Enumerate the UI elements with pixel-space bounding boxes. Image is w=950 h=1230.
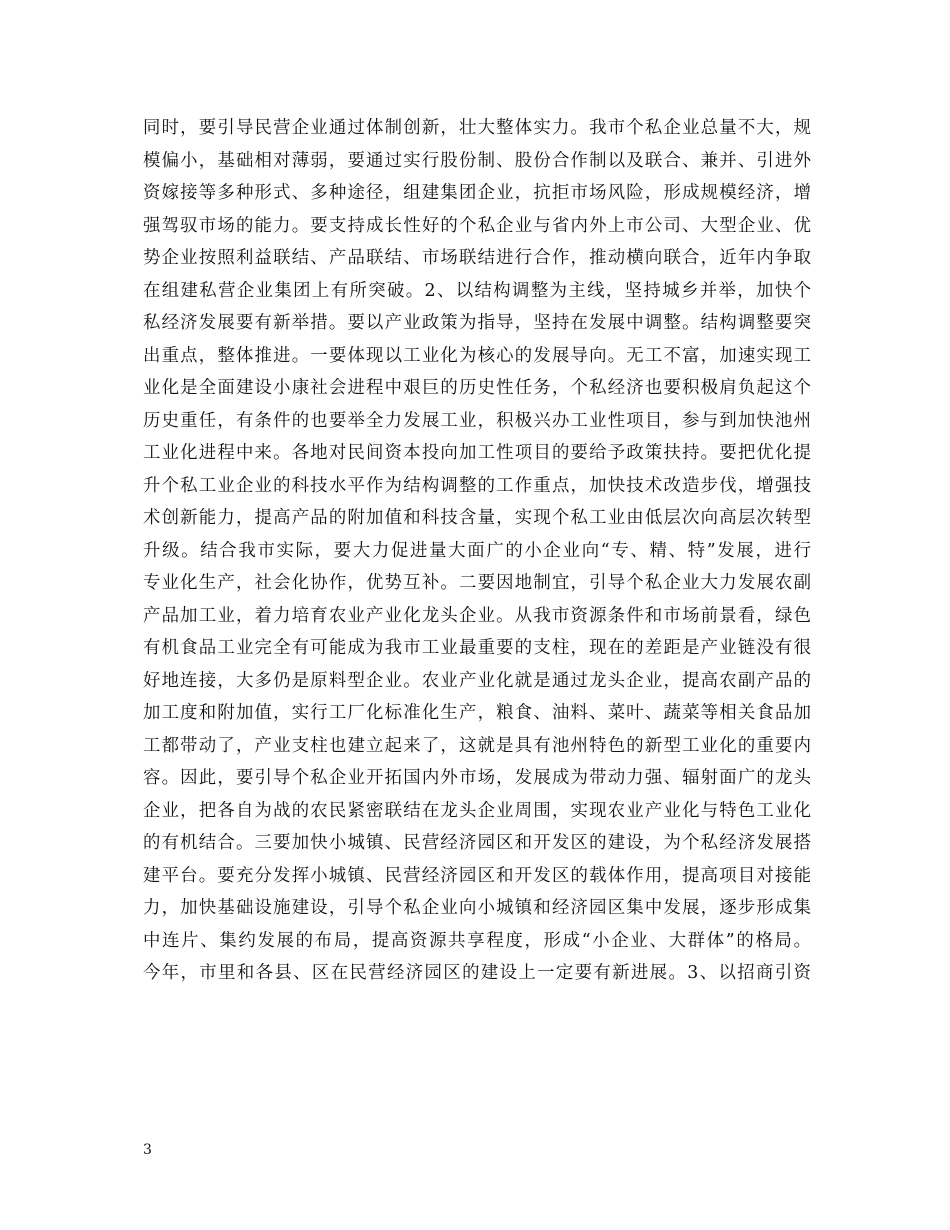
text-line: 工都带动了，产业支柱也建立起来了，这就是具有池州特色的新型工业化的重要内 bbox=[143, 735, 811, 756]
text-line: 产品加工业，着力培育农业产业化龙头企业。从我市资源条件和市场前景看，绿色 bbox=[143, 605, 811, 626]
text-line: 好地连接，大多仍是原料型企业。农业产业化就是通过龙头企业，提高农副产品的 bbox=[143, 670, 811, 691]
text-line: 升个私工业企业的科技水平作为结构调整的工作重点，加快技术改造步伐，增强技 bbox=[143, 475, 811, 496]
text-line: 有机食品工业完全有可能成为我市工业最重要的支柱，现在的差距是产业链没有很 bbox=[143, 638, 811, 658]
text-line: 的有机结合。三要加快小城镇、民营经济园区和开发区的建设，为个私经济发展搭 bbox=[143, 833, 811, 853]
text-line: 力，加快基础设施建设，引导个私企业向小城镇和经济园区集中发展，逐步形成集 bbox=[143, 898, 811, 918]
text-line: 势企业按照利益联结、产品联结、市场联结进行合作，推动横向联合，近年内争取 bbox=[143, 248, 811, 268]
text-line: 术创新能力，提高产品的附加值和科技含量，实现个私工业由低层次向高层次转型 bbox=[143, 508, 811, 528]
text-line: 升级。结合我市实际，要大力促进量大面广的小企业向“专、精、特”发展，进行 bbox=[143, 540, 811, 561]
text-line: 出重点，整体推进。一要体现以工业化为核心的发展导向。无工不富，加速实现工 bbox=[143, 345, 811, 366]
text-line: 企业，把各自为战的农民紧密联结在龙头企业周围，实现农业产业化与特色工业化 bbox=[143, 800, 811, 821]
page-number: 3 bbox=[143, 1142, 152, 1158]
text-line: 模偏小，基础相对薄弱，要通过实行股份制、股份合作制以及联合、兼并、引进外 bbox=[143, 150, 811, 171]
text-line: 资嫁接等多种形式、多种途径，组建集团企业，抗拒市场风险，形成规模经济，增 bbox=[143, 183, 811, 203]
text-line: 工业化进程中来。各地对民间资本投向加工性项目的要给予政策扶持。要把优化提 bbox=[143, 443, 811, 463]
text-line: 业化是全面建设小康社会进程中艰巨的历史性任务，个私经济也要积极肩负起这个 bbox=[143, 378, 811, 398]
text-line: 专业化生产，社会化协作，优势互补。二要因地制宜，引导个私企业大力发展农副 bbox=[143, 573, 811, 593]
text-line: 同时，要引导民营企业通过体制创新，壮大整体实力。我市个私企业总量不大，规 bbox=[143, 118, 811, 138]
text-line: 建平台。要充分发挥小城镇、民营经济园区和开发区的载体作用，提高项目对接能 bbox=[143, 865, 811, 886]
text-line: 中连片、集约发展的布局，提高资源共享程度，形成“小企业、大群体”的格局。 bbox=[143, 930, 811, 951]
text-line: 容。因此，要引导个私企业开拓国内外市场，发展成为带动力强、辐射面广的龙头 bbox=[143, 768, 811, 788]
body-paragraph bbox=[143, 112, 811, 990]
text-line: 今年，市里和各县、区在民营经济园区的建设上一定要有新进展。3、以招商引资 bbox=[143, 963, 811, 983]
text-line: 强驾驭市场的能力。要支持成长性好的个私企业与省内外上市公司、大型企业、优 bbox=[143, 215, 811, 236]
text-line: 历史重任，有条件的也要举全力发展工业，积极兴办工业性项目，参与到加快池州 bbox=[143, 410, 811, 431]
text-line: 在组建私营企业集团上有所突破。2、以结构调整为主线，坚持城乡并举，加快个 bbox=[143, 280, 811, 301]
text-line: 加工度和附加值，实行工厂化标准化生产，粮食、油料、菜叶、蔬菜等相关食品加 bbox=[143, 703, 811, 723]
text-line: 私经济发展要有新举措。要以产业政策为指导，坚持在发展中调整。结构调整要突 bbox=[143, 313, 811, 333]
